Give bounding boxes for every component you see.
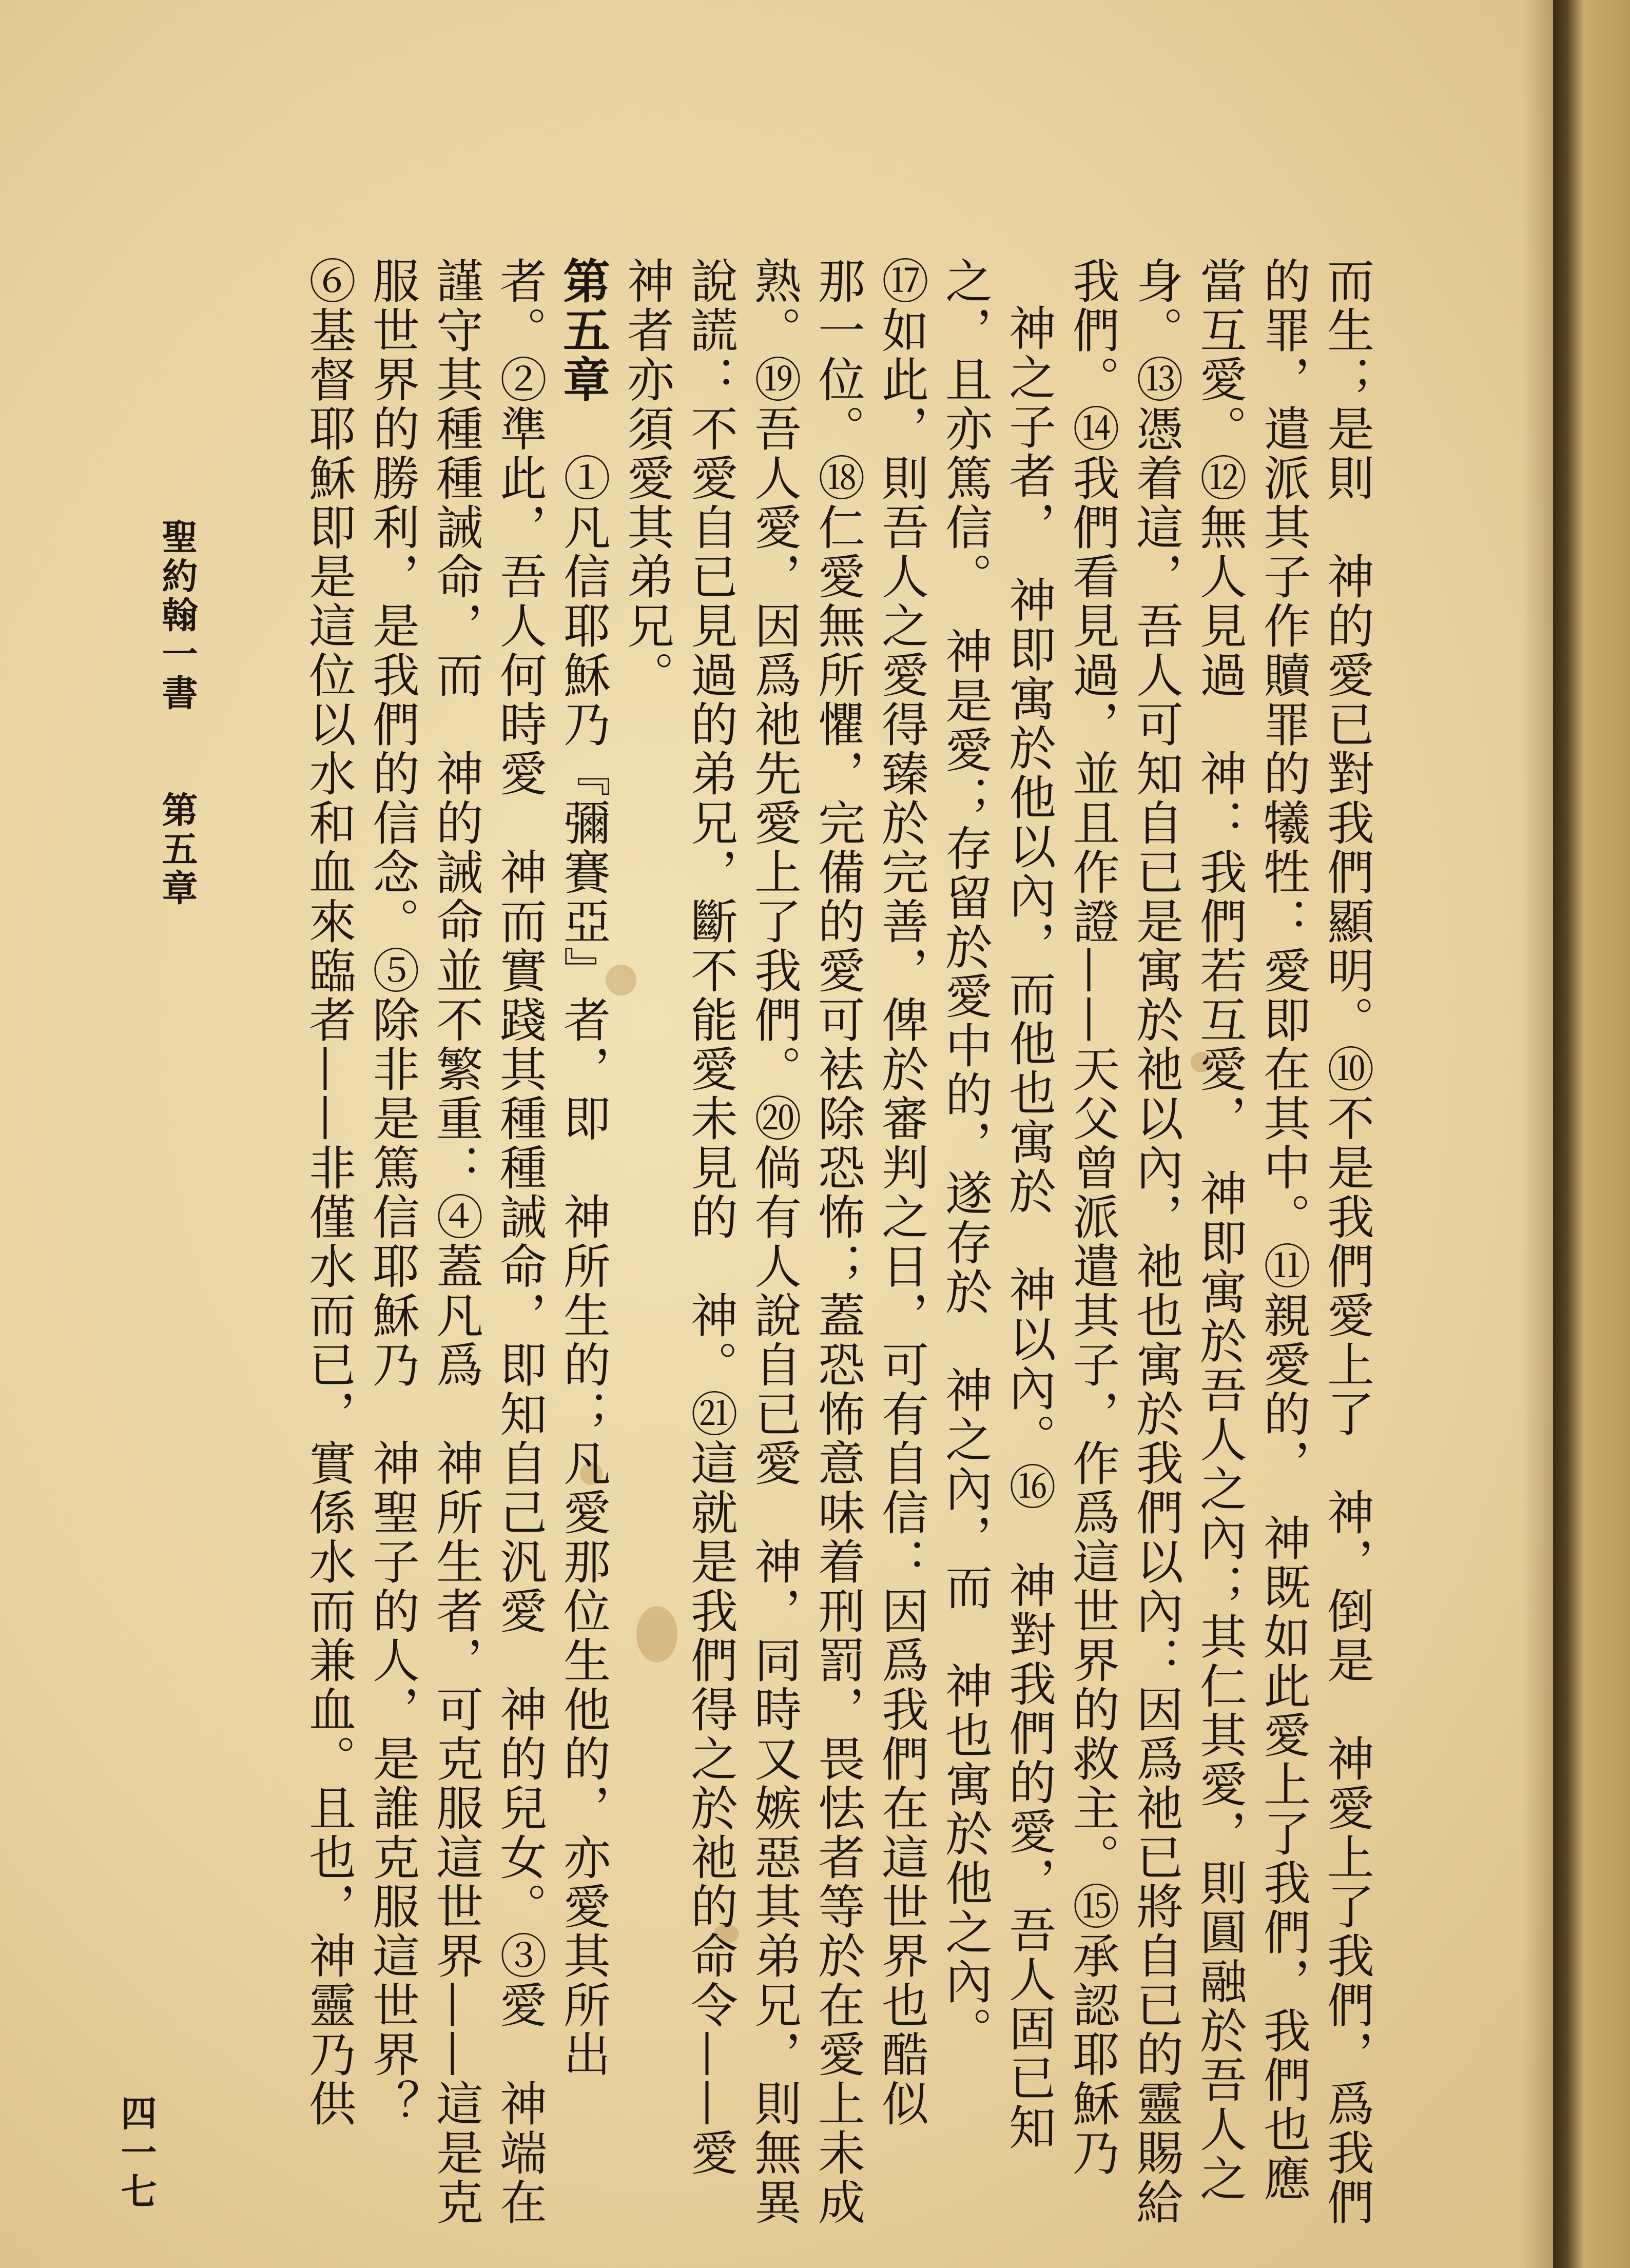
chapter-start-column	[551, 257, 615, 2155]
text-column: ⑥基督耶穌即是這位以水和血來臨者——非僅水而已，實係水而兼血。且也，神靈乃供	[301, 257, 356, 2128]
text-column: 服世界的勝利，是我們的信念。⑤除非是篤信耶穌乃 神聖子的人，是誰克服這世界？	[365, 257, 420, 2128]
text-column: ⑰如此，則吾人之愛得臻於完善，俾於審判之日，可有自信：因爲我們在這世界也酷似	[874, 257, 929, 2128]
text-column: ①凡信耶穌乃『彌賽亞』者，即 神所生的；凡愛那位生他的，亦愛其所出	[556, 454, 611, 2079]
text-column: 我們。⑭我們看見過，並且作證——天父曾派遣其子，作爲這世界的救主。⑮承認耶穌乃	[1065, 257, 1120, 2178]
running-head: 聖約翰一書 第五章	[156, 518, 199, 908]
main-text-block	[297, 257, 1379, 2227]
text-column: 當互愛。⑫無人見過 神：我們若互愛， 神即寓於吾人之內；其仁其愛，則圓融於吾人之	[1192, 257, 1247, 2203]
text-column: 說謊：不愛自已見過的弟兄，斷不能愛未見的 神。㉑這就是我們得之於祂的命令——愛	[683, 257, 738, 2178]
text-column: 謹守其種種誡命，而 神的誡命並不繁重：④蓋凡爲 神所生者，可克服這世界——這是克	[429, 257, 483, 2227]
text-column: 身。⑬憑着這，吾人可知自已是寓於祂以內，祂也寓於我們以內：因爲祂已將自已的靈賜給	[1129, 257, 1183, 2227]
text-column: 熟。⑲吾人愛，因爲祂先愛上了我們。⑳倘有人說自已愛 神，同時又嫉惡其弟兄，則無異	[747, 257, 802, 2227]
binding-shadow	[1522, 0, 1553, 2268]
page-footer	[115, 518, 199, 2212]
text-column: 者。②準此，吾人何時愛 神而實踐其種種誡命，即知自己汎愛 神的兒女。③愛 神端在	[492, 257, 547, 2227]
text-column: 的罪，遣派其子作贖罪的犧牲：愛即在其中。⑪親愛的， 神既如此愛上了我們，我們也應	[1256, 257, 1311, 2203]
chapter-heading: 第五章	[555, 257, 611, 404]
text-column: 而生；是則 神的愛已對我們顯明。⑩不是我們愛上了 神，倒是 神愛上了我們，爲我們	[1319, 257, 1374, 2227]
binding-edge	[1553, 0, 1630, 2268]
text-column: 之，且亦篤信。 神是愛；存留於愛中的，遂存於 神之內，而 神也寓於他之內。	[938, 257, 993, 2056]
text-column: 神之子者， 神即寓於他以內，而他也寓於 神以內。⑯ 神對我們的愛，吾人固已知	[1001, 304, 1056, 2152]
page-number: 四一七	[115, 2095, 158, 2212]
text-column: 神者亦須愛其弟兄。	[619, 257, 674, 700]
text-column: 那一位。⑱仁愛無所懼，完備的愛可袪除恐怖；蓋恐怖意味着刑罰，畏怯者等於在愛上未成	[810, 257, 865, 2227]
